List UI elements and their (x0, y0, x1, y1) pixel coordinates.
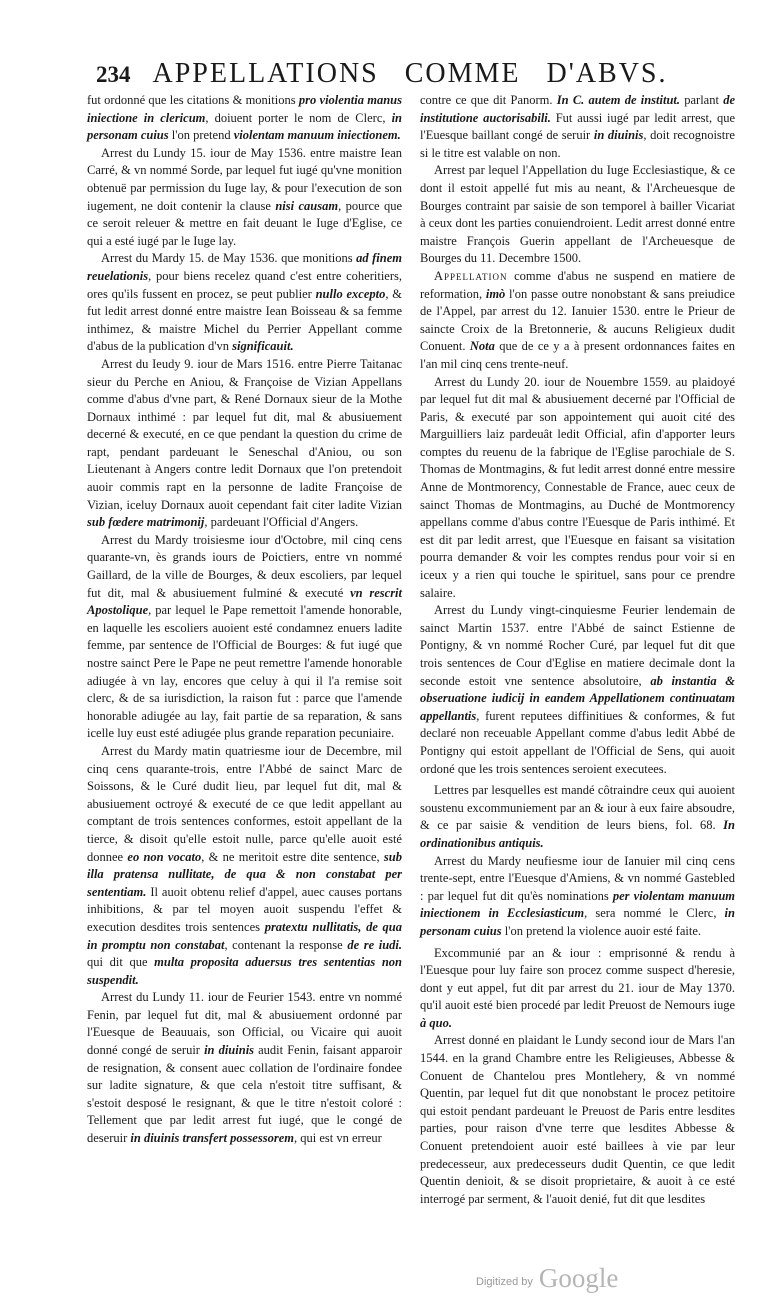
paragraph (420, 1032, 735, 1208)
paragraph (87, 250, 402, 356)
paragraph (420, 853, 735, 941)
text-run: , doiuent porter le nom de Clerc, (205, 110, 392, 125)
latin-citation: sub illa pratensa nullitate, de qua & non constabat per sententiam. (87, 849, 402, 899)
latin-citation: vn rescrit Apostolique (87, 585, 403, 618)
text-run: Arrest par lequel l'Appellation du Iuge Ecclesiastique, & ce dont il estoit appellé fut mis au neant, & l'Archeuesque de Bourges contraint par saisie de son temporel à bailler Vicariat à ceux dont les parties conuiendroient. Ledit arrest donné entre maistre François Guerin appellant de l'Archeuesque de Bourges du 11. Decembre 1500. (420, 163, 735, 266)
paragraph (420, 602, 735, 778)
latin-citation: pratextu nullitatis, de qua in promptu non constabat (87, 919, 403, 952)
text-run: , & ne meritoit estre dite sentence, (201, 849, 384, 864)
latin-citation: ab instantia & obseruatione iudicij in eandem Appellationem continuatam appellantis (420, 673, 735, 723)
text-run: , sera nommé le Clerc, (584, 906, 725, 921)
text-run: Arrest du Mardy troisiesme iour d'Octobre, mil cinq cens quarante-vn, ès grands iours de Poictiers, entre vn nommé Gaillard, de la ville de Bourges, & deux escoliers, par lequel fut dit, mal & abusiuement fulminé & executé (87, 532, 402, 600)
paragraph (420, 782, 735, 852)
text-run: Arrest du Ieudy 9. iour de Mars 1516. entre Pierre Taitanac sieur du Perche en Aniou, & Françoise de Vizian Appellans comme d'abus d'vne part, & René Dornaux sieur de la Mothe Dornaux inthimé : par lequel fut dit, mal & abusiuement decerné & executé, en ce que pendant la question du crime de rapt, pendant pardeuant le Seneschal d'Aniou, ou son Lieutenant à Angers contre ledit Dornaux que l'on pretendoit auoir commis rapt en la personne de ladite Françoise de Vizian, iceluy Dornaux auoit cependant fait citer ladite Vizian (87, 356, 402, 512)
small-caps-lead: Appellation (434, 268, 508, 283)
text-run: , contenant la response (224, 937, 348, 952)
latin-citation: de re iudi. (347, 937, 403, 952)
latin-citation: sub fœdere matrimonij (87, 515, 205, 530)
text-run: , & fut ledit arrest donné entre maistre Iean Boisseau & sa femme inthimez, & maistre Michel du Perrier Appellant comme d'abus de la publication d'vn (87, 286, 402, 354)
text-run: Arrest du Mardy neufiesme iour de Ianuier mil cinq cens trente-sept, entre l'Euesque d'Amiens, & vn nommé Gastebled : par lequel fut dit qu'ès nominations (420, 853, 735, 903)
text-run: l'on passe outre nonobstant & sans preiudice de l'Appel, par arrest du 12. Ianuier 1530. entre le Prieur de saincte Croix de la Bretonnerie, & aucuns Religieux dudit Conuent. (420, 286, 735, 354)
digitized-watermark (476, 1254, 676, 1294)
page-number: 234 (96, 62, 131, 87)
text-run: Lettres par lesquelles est mandé côtraindre ceux qui auoient soustenu excommuniement par an & iour à eux faire absoudre, & ce par saisie & vendition de leurs biens, fol. 68. (420, 783, 735, 833)
paragraph (87, 989, 402, 1147)
latin-citation: In ordinationibus antiquis. (420, 818, 735, 850)
text-run: Excommunié par an & iour : emprisonné & rendu à l'Euesque pour luy faire son procez comme suspect d'heresie, dont y eut appel, fut dit par arrest du 21. iour de May 1370. qu'il auoit esté bien procedé par ledit Preuost de Nemours iuge (420, 945, 735, 1013)
latin-citation: de institutione auctorisabili. (420, 93, 735, 125)
text-run: Il auoit obtenu relief d'appel, auec causes portans inhibitions, & par tel moyen auoit suspendu l'effet & execution desdites trois sentences (87, 884, 402, 934)
text-run: Arrest donné en plaidant le Lundy second iour de Mars l'an 1544. en la grand Chambre entre les Religieuses, Abbesse & Conuent de Chantelou pres Montlehery, & vn nommé Quentin, par lequel fut dit que nonobstant le procez petitoire qui estoit pendant pardeuant le Preuost de Paris entre lesdites parties, pour raison d'vne terre que lesdites Abbesse & Conuent pretendoient auoir esté baillees à vie par leur predecesseur, aux predecesseurs dudit Quentin, ce que ledit Quentin denioit, & se disoit proprietaire, & auoit à ce esté interrogé par serment, & l'auoit denié, fut dit que lesdites (420, 1033, 735, 1206)
latin-citation: violentam manuum iniectionem. (233, 128, 401, 143)
latin-citation: in diuinis (204, 1043, 255, 1058)
right-text-column (420, 92, 735, 1208)
text-run: , doit recognoistre si le titre est valable on non. (420, 128, 735, 160)
text-run: l'on pretend la violence auoir esté faite. (501, 923, 702, 938)
text-run: fut ordonné que les citations & monitions (87, 93, 299, 107)
latin-citation: nisi causam (275, 198, 339, 213)
paragraph (420, 945, 735, 1033)
latin-citation: in diuinis (593, 128, 644, 143)
running-title-word: D'ABVS. (546, 58, 668, 89)
paragraph (420, 162, 735, 268)
text-run: Arrest du Lundy 15. iour de May 1536. entre maistre Iean Carré, & vn nommé Sorde, par lequel fut iugé qu'vne monition obtenuë par permission du Iuge lay, & pour l'execution de son iugement, ne doit contenir la clause (87, 145, 402, 213)
text-run: Fut aussi iugé par ledit arrest, que l'Euesque baillant congé de seruir (420, 110, 735, 143)
text-run: parlant (680, 93, 724, 107)
latin-citation: per violentam manuum iniectionem in Ecclesiasticum (420, 888, 735, 921)
text-run: Arrest du Mardy 15. de May 1536. que monitions (101, 251, 357, 266)
latin-citation: pro violentia manus iniectione in clericum (87, 93, 402, 125)
text-run: Arrest du Lundy 11. iour de Feurier 1543. entre vn nommé Fenin, par lequel fut dit, mal & abusiuement ordonné par l'Euesque de Beauuais, son Official, ou Vicaire qui auoit donné congé de seruir (87, 990, 402, 1058)
left-text-column (87, 92, 402, 1148)
latin-citation: significauit. (232, 339, 294, 354)
google-logo: Google (538, 1263, 619, 1293)
text-run: l'on pretend (168, 128, 234, 143)
latin-citation: multa proposita aduersus tres sententias non suspendit. (87, 955, 402, 987)
paragraph (420, 374, 735, 603)
text-run: qui dit que (87, 955, 155, 970)
running-title-word: COMME (404, 58, 521, 89)
text-run: Arrest du Lundy vingt-cinquiesme Feurier lendemain de sainct Martin 1537. entre l'Abbé de sainct Estienne de Pontigny, & vn nommé Rocher Curé, par lequel fut dit que trois sentences de Cour d'Eglise en matiere decimale dont la seconde estoit vne sentence absolutoire, (420, 603, 735, 688)
latin-citation: eo non vocato (127, 849, 202, 864)
latin-citation: in personam cuius (87, 110, 403, 143)
watermark-prefix: Digitized by (476, 1276, 533, 1288)
paragraph (87, 356, 402, 532)
paragraph (87, 92, 402, 145)
text-run: , pource que ce seroit releuer & mettre en fait deuant le Iuge d'Eglise, ce qui a esté iugé par le Iuge lay. (87, 198, 403, 248)
text-run: comme d'abus ne suspend en matiere de reformation, (420, 268, 735, 301)
paragraph (87, 532, 402, 743)
page-header (96, 58, 736, 92)
running-title (153, 58, 668, 90)
latin-citation: ad finem reuelationis (87, 251, 403, 283)
text-run: , pour biens recelez quand c'est entre coheritiers, ores qu'ils fussent en procez, se peut publier (87, 268, 402, 301)
latin-citation: Nota (469, 339, 495, 354)
text-run: , pardeuant l'Official d'Angers. (204, 515, 359, 530)
text-run: , furent reputees diffinitiues & conformes, & fut declaré non receuable Appellant comme d'abus ledit Abbé de Pontigny qui estoit appellant de l'Official de Sens, qui auoit ordoné que les trois sentences seroient executees. (420, 708, 735, 776)
text-run: Arrest du Lundy 20. iour de Nouembre 1559. au plaidoyé par lequel fut dit mal & abusiuement decerné par l'Official de Paris, & executé par son appointement qui auoit cité des Marguilliers laiz pardeuât ledit Official, afin d'apporter leurs comptes du reuenu de la fabrique de l'Eglise parochiale de S. Thomas de Montmagins, & fut ledit arrest donné entre messire Anne de Montmorency, Connestable de France, auec ceux de sainct Thomas de Montmagins, au Duché de Montmorency appellans comme d'abus contre l'Euesque de Paris inthimé. Et est dit par ledit arrest, que l'Euesque en faisant sa visitation pourra demander & voir les comptes rendus pour voir si en iceux y a rien qui touche le spirituel, sans pour ce prendre salaire. (420, 374, 735, 600)
latin-citation: in diuinis transfert possessorem (130, 1131, 294, 1146)
latin-citation: imò (485, 286, 506, 301)
paragraph (87, 145, 402, 251)
paragraph (420, 92, 735, 162)
latin-citation: in personam cuius (420, 906, 735, 938)
latin-citation: nullo excepto (315, 286, 386, 301)
text-run: audit Fenin, faisant apparoir de resignation, & consent auec collation de l'ordinaire fondee sur ladite signature, & que cela n'estoit titre suffisant, & s'estoit desposé le resignant, & que le titre n'estoit coloré : Tellement que par ledit arrest fut iugé, que le congé de deseruir (87, 1043, 402, 1146)
text-run: , par lequel le Pape remettoit l'amende honorable, en laquelle les escoliers auoient esté condamnez enuers ladite femme, par sentence de l'Official de Bourges: & fut iugé que nostre sainct Pere le Pape ne peut remettre l'amende honorable adiugée à vn lay, encores que celuy à qui il l'a remise soit clerc, & de sa iurisdiction, la raison fut : parce que l'amende honorable adiugée au lay, fait partie de sa reparation, & sans icelle luy eust esté adiugée plus grande reparation pecuniaire. (87, 603, 402, 741)
paragraph (420, 268, 735, 374)
running-title-word: APPELLATIONS (152, 58, 379, 89)
latin-citation: In C. autem de institut. (556, 93, 680, 107)
text-run: contre ce que dit Panorm. (420, 93, 557, 107)
latin-citation: à quo. (420, 1015, 452, 1030)
text-run: Arrest du Mardy matin quatriesme iour de Decembre, mil cinq cens quarante-trois, entre l'Abbé de sainct Marc de Soissons, & le Curé dudit lieu, par lequel fut dit, mal & abusiuement octroyé & executé de ce que ledit appellant au comptant de trois sentences conformes, estoit appellant de la tierce, & disoit qu'elle estoit nulle, parce qu'elle auoit esté donnee (87, 743, 402, 864)
text-run: , qui est vn erreur (293, 1131, 382, 1146)
text-run: que de ce y a à present ordonnances faites en l'an mil cinq cens trente-neuf. (420, 339, 735, 371)
paragraph (87, 743, 402, 989)
